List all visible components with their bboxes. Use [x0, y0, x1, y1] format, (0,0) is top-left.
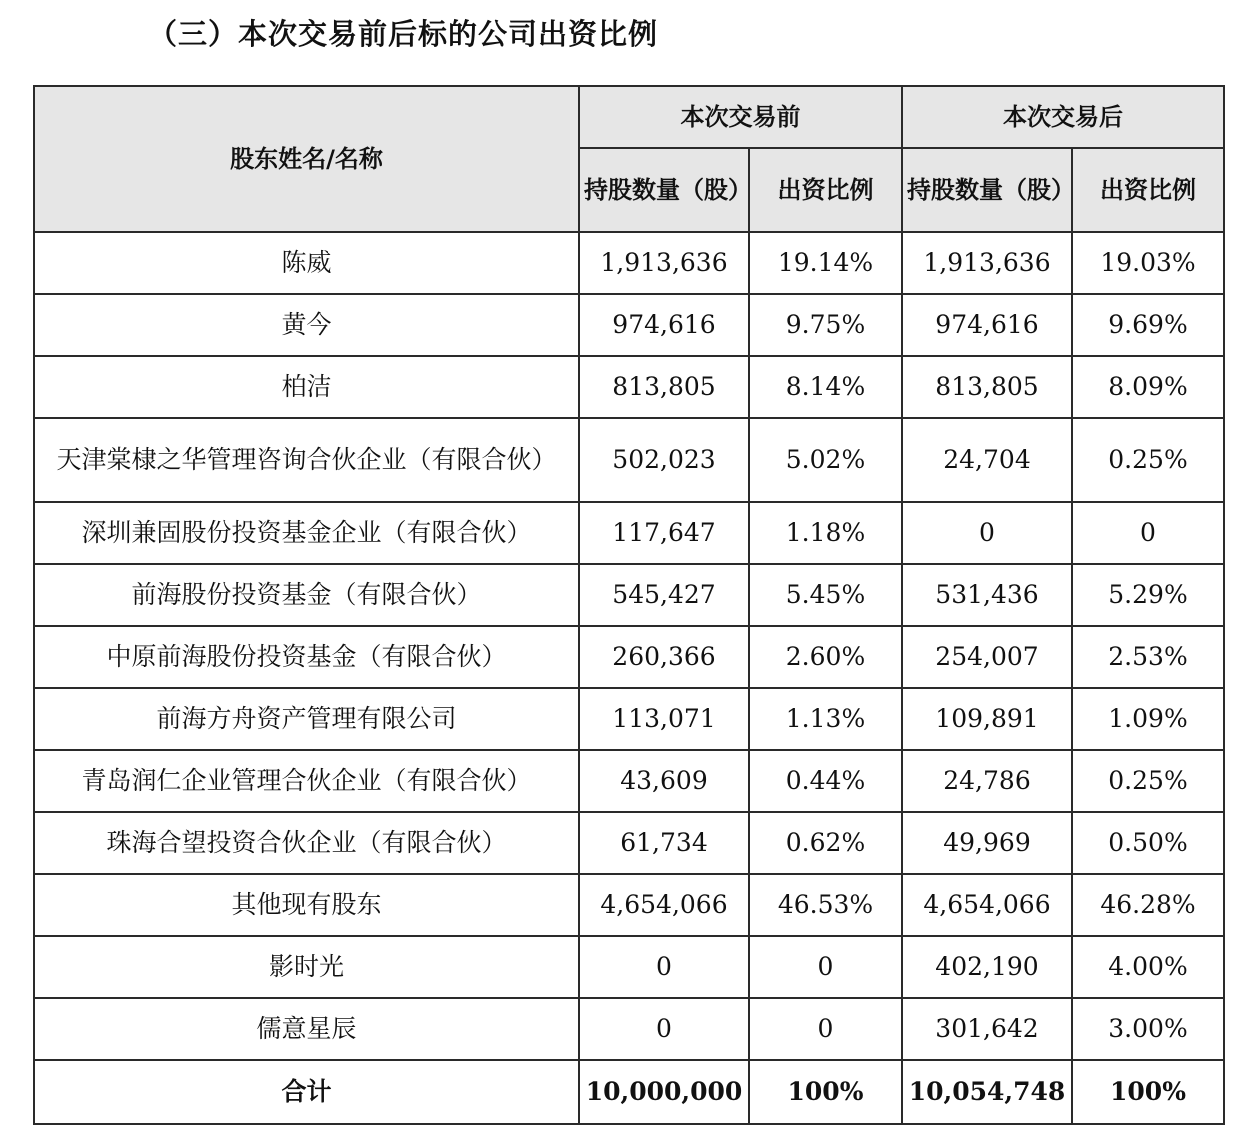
table-row	[34, 998, 1224, 1060]
ratio-before: 1.13%	[749, 688, 902, 750]
ratio-after: 4.00%	[1072, 936, 1224, 998]
section-title: （三）本次交易前后标的公司出资比例	[148, 17, 659, 51]
header-shares-before: 持股数量（股）	[579, 148, 749, 232]
shares-after: 24,704	[902, 418, 1072, 502]
shares-before: 813,805	[579, 356, 749, 418]
shares-before: 61,734	[579, 812, 749, 874]
ratio-before: 0.44%	[749, 750, 902, 812]
ratio-before: 0	[749, 936, 902, 998]
shares-after: 4,654,066	[902, 874, 1072, 936]
table-row	[34, 750, 1224, 812]
shares-after: 0	[902, 502, 1072, 564]
ratio-before: 5.45%	[749, 564, 902, 626]
total-shares-after: 10,054,748	[902, 1060, 1072, 1124]
shareholder-name: 珠海合望投资合伙企业（有限合伙）	[34, 812, 579, 874]
ratio-after: 0.50%	[1072, 812, 1224, 874]
table-row	[34, 688, 1224, 750]
table-row	[34, 294, 1224, 356]
shareholder-name: 前海方舟资产管理有限公司	[34, 688, 579, 750]
shareholder-name: 黄今	[34, 294, 579, 356]
total-label: 合计	[34, 1060, 579, 1124]
shares-after: 254,007	[902, 626, 1072, 688]
shares-before: 974,616	[579, 294, 749, 356]
shares-before: 117,647	[579, 502, 749, 564]
ratio-after: 3.00%	[1072, 998, 1224, 1060]
shareholder-name: 天津棠棣之华管理咨询合伙企业（有限合伙）	[34, 418, 579, 502]
shares-before: 502,023	[579, 418, 749, 502]
header-ratio-before: 出资比例	[749, 148, 902, 232]
shareholder-name: 前海股份投资基金（有限合伙）	[34, 564, 579, 626]
shares-before: 43,609	[579, 750, 749, 812]
shares-before: 1,913,636	[579, 232, 749, 294]
header-ratio-after: 出资比例	[1072, 148, 1224, 232]
shares-before: 0	[579, 936, 749, 998]
ratio-after: 0	[1072, 502, 1224, 564]
header-shareholder-name: 股东姓名/名称	[34, 86, 579, 232]
shares-before: 260,366	[579, 626, 749, 688]
ratio-before: 0	[749, 998, 902, 1060]
table-row	[34, 564, 1224, 626]
ratio-after: 0.25%	[1072, 750, 1224, 812]
shareholder-name: 儒意星辰	[34, 998, 579, 1060]
shares-after: 49,969	[902, 812, 1072, 874]
shares-before: 0	[579, 998, 749, 1060]
total-ratio-after: 100%	[1072, 1060, 1224, 1124]
table-row	[34, 626, 1224, 688]
table-row	[34, 418, 1224, 502]
total-row	[34, 1060, 1224, 1124]
table-row	[34, 874, 1224, 936]
ratio-after: 1.09%	[1072, 688, 1224, 750]
table-row	[34, 936, 1224, 998]
shares-after: 402,190	[902, 936, 1072, 998]
shares-after: 531,436	[902, 564, 1072, 626]
shareholder-name: 中原前海股份投资基金（有限合伙）	[34, 626, 579, 688]
table-row	[34, 356, 1224, 418]
ratio-before: 19.14%	[749, 232, 902, 294]
shares-after: 813,805	[902, 356, 1072, 418]
shares-after: 1,913,636	[902, 232, 1072, 294]
table-row	[34, 232, 1224, 294]
shareholder-name: 青岛润仁企业管理合伙企业（有限合伙）	[34, 750, 579, 812]
shareholder-name: 陈威	[34, 232, 579, 294]
ratio-after: 0.25%	[1072, 418, 1224, 502]
ratio-before: 2.60%	[749, 626, 902, 688]
shares-after: 109,891	[902, 688, 1072, 750]
shares-before: 4,654,066	[579, 874, 749, 936]
ratio-after: 46.28%	[1072, 874, 1224, 936]
shareholder-name: 影时光	[34, 936, 579, 998]
shares-after: 24,786	[902, 750, 1072, 812]
ratio-before: 9.75%	[749, 294, 902, 356]
ratio-after: 8.09%	[1072, 356, 1224, 418]
shareholding-table	[33, 85, 1225, 1125]
header-after-transaction: 本次交易后	[902, 86, 1224, 148]
ratio-after: 9.69%	[1072, 294, 1224, 356]
ratio-before: 1.18%	[749, 502, 902, 564]
ratio-before: 5.02%	[749, 418, 902, 502]
ratio-after: 19.03%	[1072, 232, 1224, 294]
ratio-before: 0.62%	[749, 812, 902, 874]
table-row	[34, 502, 1224, 564]
total-shares-before: 10,000,000	[579, 1060, 749, 1124]
header-before-transaction: 本次交易前	[579, 86, 902, 148]
ratio-after: 2.53%	[1072, 626, 1224, 688]
ratio-after: 5.29%	[1072, 564, 1224, 626]
header-shares-after: 持股数量（股）	[902, 148, 1072, 232]
table-row	[34, 812, 1224, 874]
shareholder-name: 柏洁	[34, 356, 579, 418]
shareholder-name: 深圳兼固股份投资基金企业（有限合伙）	[34, 502, 579, 564]
ratio-before: 8.14%	[749, 356, 902, 418]
total-ratio-before: 100%	[749, 1060, 902, 1124]
ratio-before: 46.53%	[749, 874, 902, 936]
shares-before: 545,427	[579, 564, 749, 626]
shares-before: 113,071	[579, 688, 749, 750]
shareholder-name: 其他现有股东	[34, 874, 579, 936]
shares-after: 301,642	[902, 998, 1072, 1060]
shares-after: 974,616	[902, 294, 1072, 356]
